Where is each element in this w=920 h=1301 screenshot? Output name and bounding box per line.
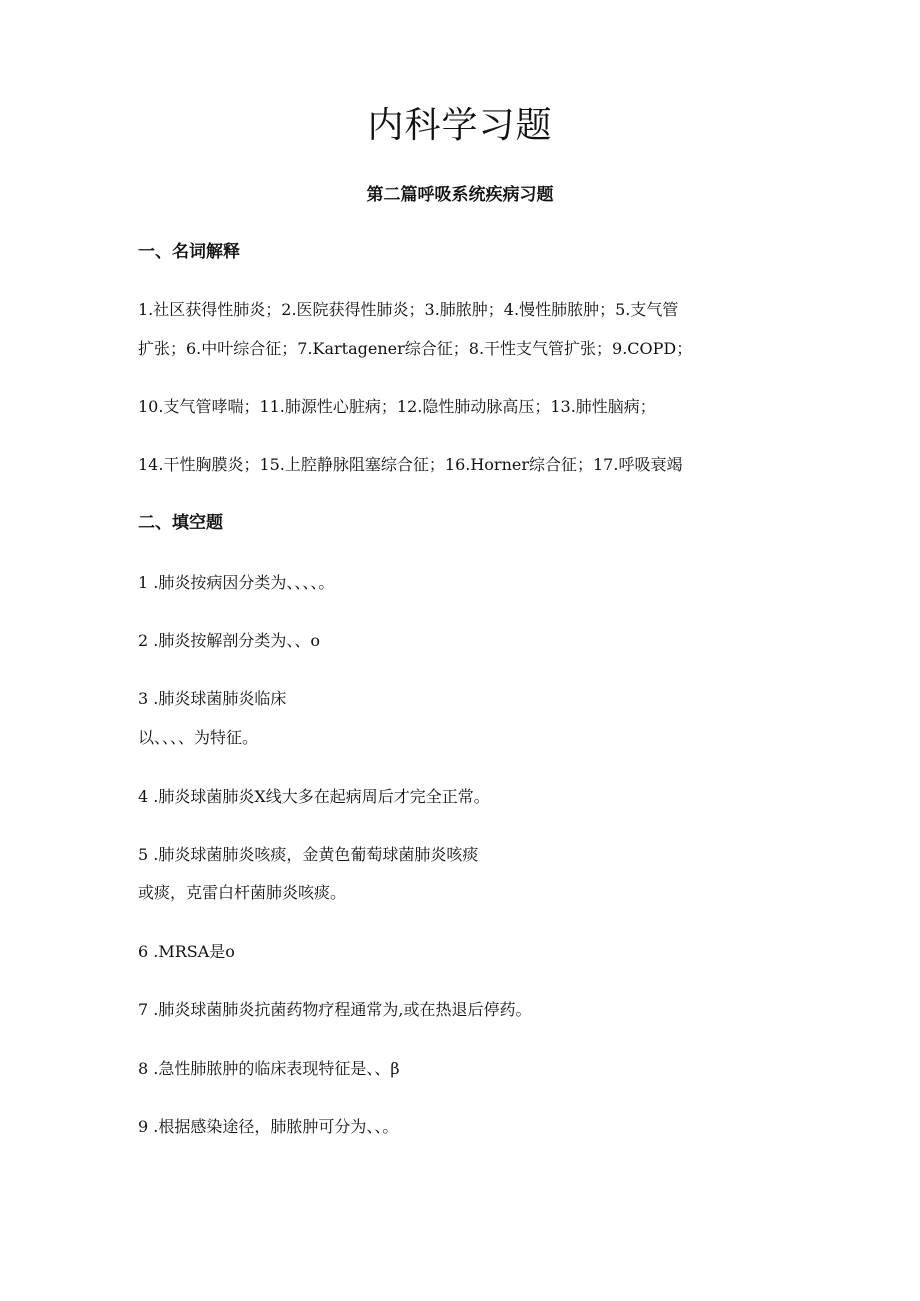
terms-line: 1.社区获得性肺炎；2.医院获得性肺炎；3.肺脓肿；4.慢性肺脓肿；5.支气管 — [138, 300, 679, 319]
question-line: 3 .肺炎球菌肺炎临床 — [138, 689, 287, 708]
section-heading-terms: 一、名词解释 — [138, 242, 240, 262]
terms-line: 扩张；6.中叶综合征；7.Kartagener综合征；8.干性支气管扩张；9.COPD； — [138, 339, 693, 358]
section-heading-fill-in: 二、填空题 — [138, 513, 223, 533]
terms-line: 14.干性胸膜炎；15.上腔静脉阻塞综合征；16.Horner综合征；17.呼吸衰竭 — [138, 455, 683, 474]
question-line: 以、、、、为特征。 — [138, 728, 259, 747]
question-line: 5 .肺炎球菌肺炎咳痰，金黄色葡萄球菌肺炎咳痰 — [138, 845, 479, 864]
question-line: 7 .肺炎球菌肺炎抗菌药物疗程通常为,或在热退后停药。 — [138, 1000, 532, 1019]
document-title: 内科学习题 — [367, 105, 553, 146]
question-line: 或痰，克雷白杆菌肺炎咳痰。 — [138, 883, 347, 902]
question-line: 4 .肺炎球菌肺炎X线大多在起病周后才完全正常。 — [138, 787, 490, 806]
terms-line: 10.支气管哮喘；11.肺源性心脏病；12.隐性肺动脉高压；13.肺性脑病； — [138, 397, 656, 416]
document-subtitle: 第二篇呼吸系统疾病习题 — [366, 185, 554, 205]
question-line: 8 .急性肺脓肿的临床表现特征是、、β — [138, 1059, 400, 1078]
question-line: 1 .肺炎按病因分类为、、、、。 — [138, 573, 335, 592]
question-line: 6 .MRSA是o — [138, 942, 235, 961]
question-line: 2 .肺炎按解剖分类为、、o — [138, 631, 320, 650]
question-line: 9 .根据感染途径，肺脓肿可分为、、。 — [138, 1117, 399, 1136]
